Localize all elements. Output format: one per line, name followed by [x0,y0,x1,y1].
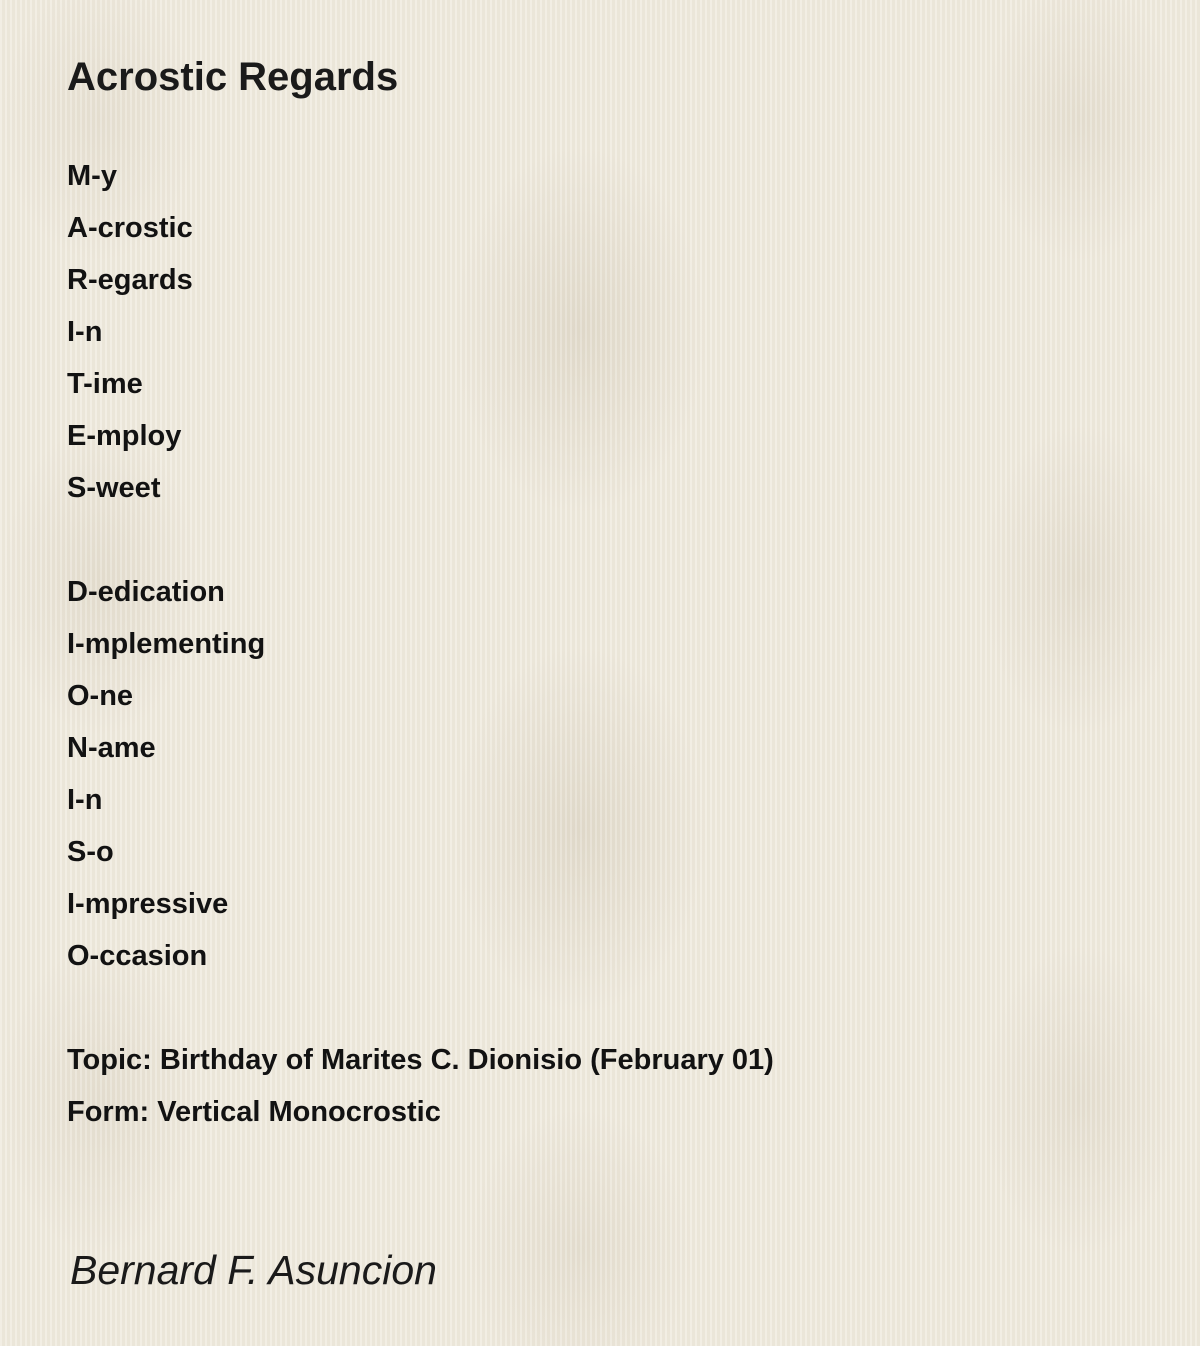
poem-line: I-mplementing [67,628,266,660]
poem-line: E-mploy [67,420,182,452]
poem-line: O-ne [67,680,134,712]
poem-form: Form: Vertical Monocrostic [67,1096,441,1128]
poem-body [67,150,774,1138]
poem-author: Bernard F. Asuncion [70,1247,437,1293]
poem-topic: Topic: Birthday of Marites C. Dionisio (February 01) [67,1044,774,1076]
stanza-break [67,514,774,566]
poem-line: D-edication [67,576,225,608]
stanza-break [67,982,774,1034]
poem-line: S-weet [67,472,161,504]
poem-line: M-y [67,160,117,192]
poem-line: I-mpressive [67,888,229,920]
poem-line: T-ime [67,368,143,400]
poem-line: N-ame [67,732,156,764]
poem-line: S-o [67,836,114,868]
poem-line: R-egards [67,264,193,296]
poem-line: A-crostic [67,212,193,244]
poem-line: O-ccasion [67,940,208,972]
poem-line: I-n [67,784,103,816]
poem-title: Acrostic Regards [67,55,399,99]
poem-line: I-n [67,316,103,348]
